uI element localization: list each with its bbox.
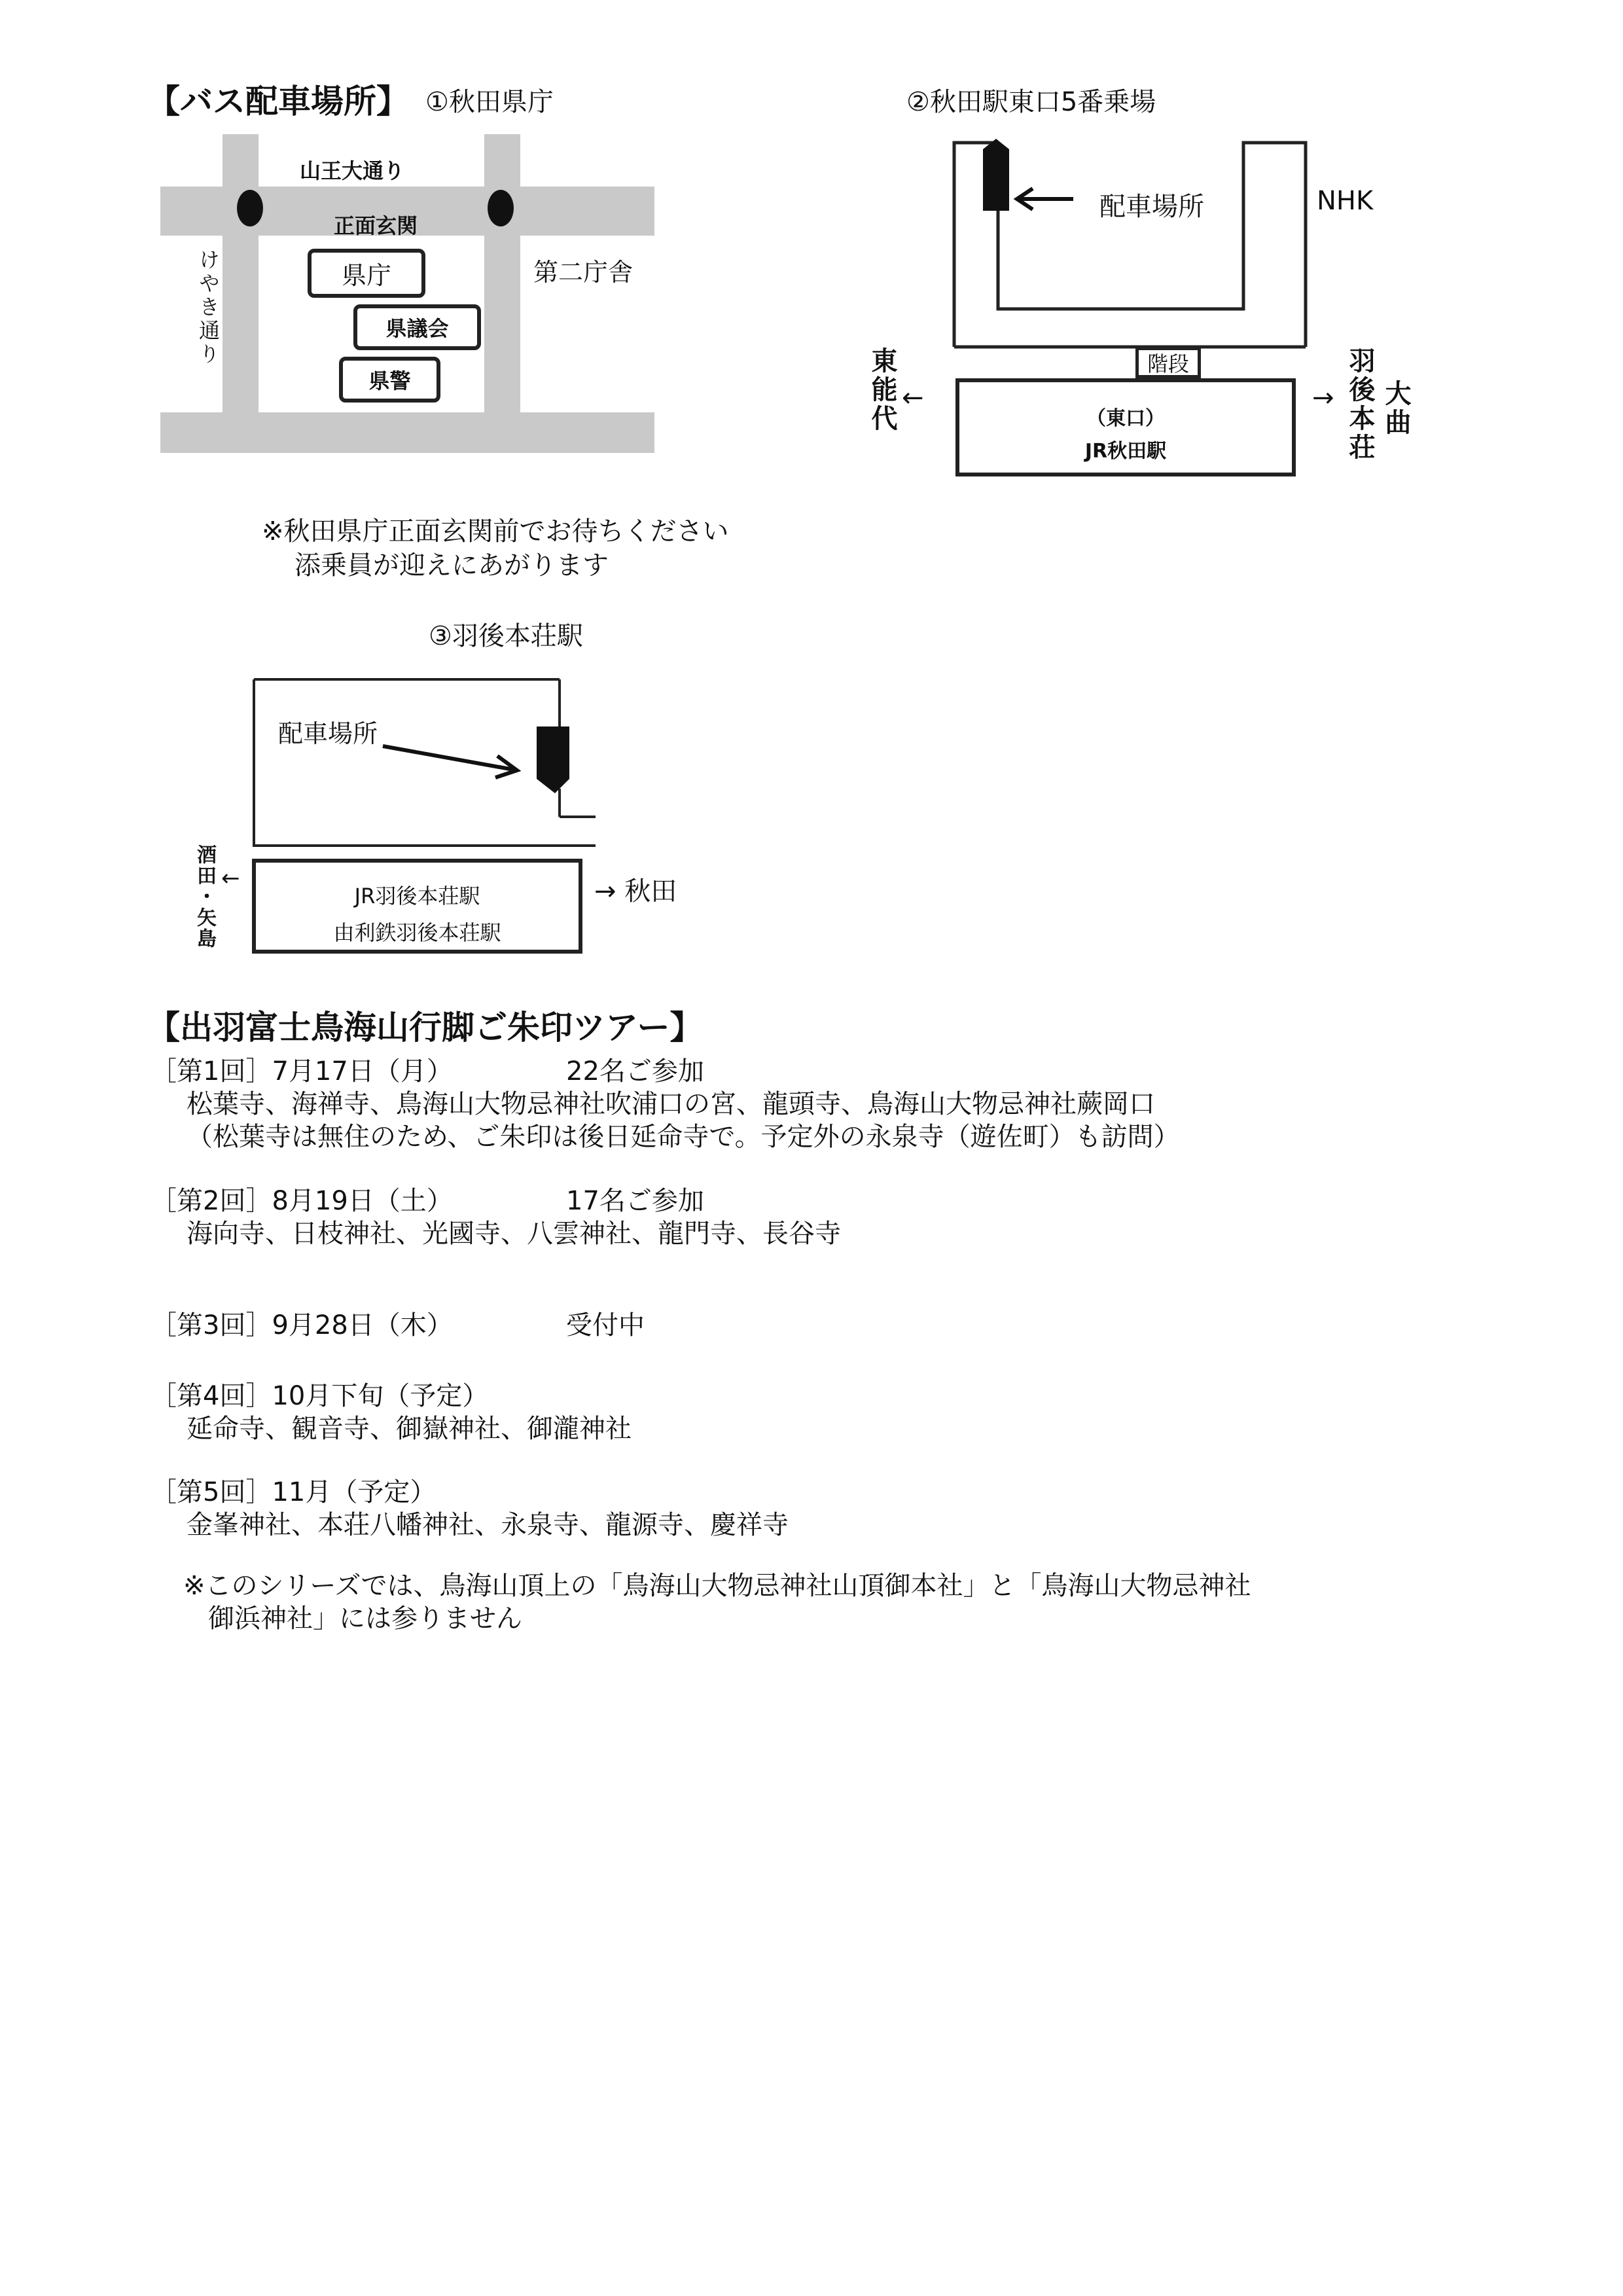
label-pickup-point: 配車場所 <box>278 719 378 748</box>
building-kencho <box>308 249 425 298</box>
tour-round-3 <box>151 1309 645 1342</box>
label-pickup-point: 配車場所 <box>1099 192 1204 222</box>
arrow-left: ← <box>902 383 924 413</box>
building-kengikai <box>353 304 481 350</box>
bus-stop-marker-right <box>488 190 514 226</box>
bus-stop-marker-left <box>237 190 263 226</box>
tour-round-2 <box>151 1185 841 1250</box>
label-to-akita: → 秋田 <box>594 876 677 906</box>
station-name-yuri: 由利鉄羽後本荘駅 <box>333 920 501 945</box>
map1-note-1: ※秋田県庁正面玄関前でお待ちください <box>262 516 729 547</box>
arrow-right: → <box>1312 383 1334 413</box>
building-kengikai-label: 県議会 <box>385 316 449 341</box>
label-main-entrance: 正面玄関 <box>334 213 418 238</box>
building-kencho-label: 県庁 <box>341 261 391 290</box>
bus-heading: 【バス配車場所】 <box>147 82 409 120</box>
label-sakata-yashima: 酒田・矢島 <box>193 844 216 949</box>
label-sanno-street: 山王大通り <box>300 158 405 183</box>
akita-station-building <box>955 378 1296 476</box>
section2-title: ②秋田駅東口5番乗場 <box>906 87 1156 117</box>
round-1-note: （松葉寺は無住のため、ご朱印は後日延命寺で。予定外の永泉寺（遊佐町）も訪問） <box>187 1122 1180 1152</box>
bus-stop-marker <box>983 139 1009 211</box>
section3-title: ③羽後本荘駅 <box>429 621 583 651</box>
round-4-date: ［第4回］10月下旬（予定） <box>151 1381 489 1411</box>
station-east-exit: （東口） <box>1086 407 1165 430</box>
round-5-date: ［第5回］11月（予定） <box>151 1477 437 1507</box>
map1-note-2: 添乗員が迎えにあがります <box>294 550 609 581</box>
stairs-label: 階段 <box>1147 351 1189 376</box>
tour-round-5 <box>151 1476 789 1541</box>
round-3-date: ［第3回］9月28日（木） <box>151 1310 453 1340</box>
road-east <box>484 134 520 452</box>
label-omagari: 大曲 <box>1381 380 1411 437</box>
label-ugo-honjo: 羽後本荘 <box>1345 347 1375 462</box>
road-keyaki <box>223 134 259 452</box>
label-keyaki-street: けやき通り <box>196 249 221 367</box>
round-2-count: 17名ご参加 <box>566 1186 704 1216</box>
tour-note <box>183 1570 1251 1635</box>
label-nhk: NHK <box>1317 186 1374 216</box>
arrow-left: ← <box>221 865 240 891</box>
building-kenkei <box>339 357 440 403</box>
tour-title: 【出羽富士鳥海山行脚ご朱印ツアー】 <box>147 1009 703 1047</box>
ugo-honjo-station-building <box>252 859 582 954</box>
section1-title: ①秋田県庁 <box>425 87 554 117</box>
round-2-sites: 海向寺、日枝神社、光國寺、八雲神社、龍門寺、長谷寺 <box>187 1219 841 1249</box>
round-1-sites: 松葉寺、海禅寺、鳥海山大物忌神社吹浦口の宮、龍頭寺、鳥海山大物忌神社蕨岡口 <box>187 1089 1155 1119</box>
station-name: JR秋田駅 <box>1084 440 1167 463</box>
round-2-date: ［第2回］8月19日（土） <box>151 1186 453 1216</box>
round-5-sites: 金峯神社、本荘八幡神社、永泉寺、龍源寺、慶祥寺 <box>187 1510 789 1540</box>
station-plaza-outline <box>949 137 1315 353</box>
bus-stop-marker <box>537 726 569 793</box>
tour-round-1 <box>151 1055 1180 1153</box>
tour-note-line-1: ※このシリーズでは、鳥海山頂上の「鳥海山大物忌神社山頂御本社」と「鳥海山大物忌神社 <box>183 1571 1251 1601</box>
label-second-building: 第二庁舎 <box>533 258 633 287</box>
round-1-count: 22名ご参加 <box>566 1056 704 1086</box>
tour-note-line-2: 御浜神社」には参りません <box>208 1604 522 1634</box>
round-3-status: 受付中 <box>566 1310 645 1340</box>
stairs-box <box>1135 347 1201 378</box>
building-kenkei-label: 県警 <box>368 368 411 393</box>
round-1-date: ［第1回］7月17日（月） <box>151 1056 453 1086</box>
ugo-honjo-plaza-outline <box>249 674 602 851</box>
label-higashi-noshiro: 東能代 <box>867 347 897 433</box>
tour-round-4 <box>151 1380 632 1445</box>
station-name-jr: JR羽後本荘駅 <box>354 884 480 908</box>
round-4-sites: 延命寺、観音寺、御嶽神社、御瀧神社 <box>187 1414 632 1444</box>
